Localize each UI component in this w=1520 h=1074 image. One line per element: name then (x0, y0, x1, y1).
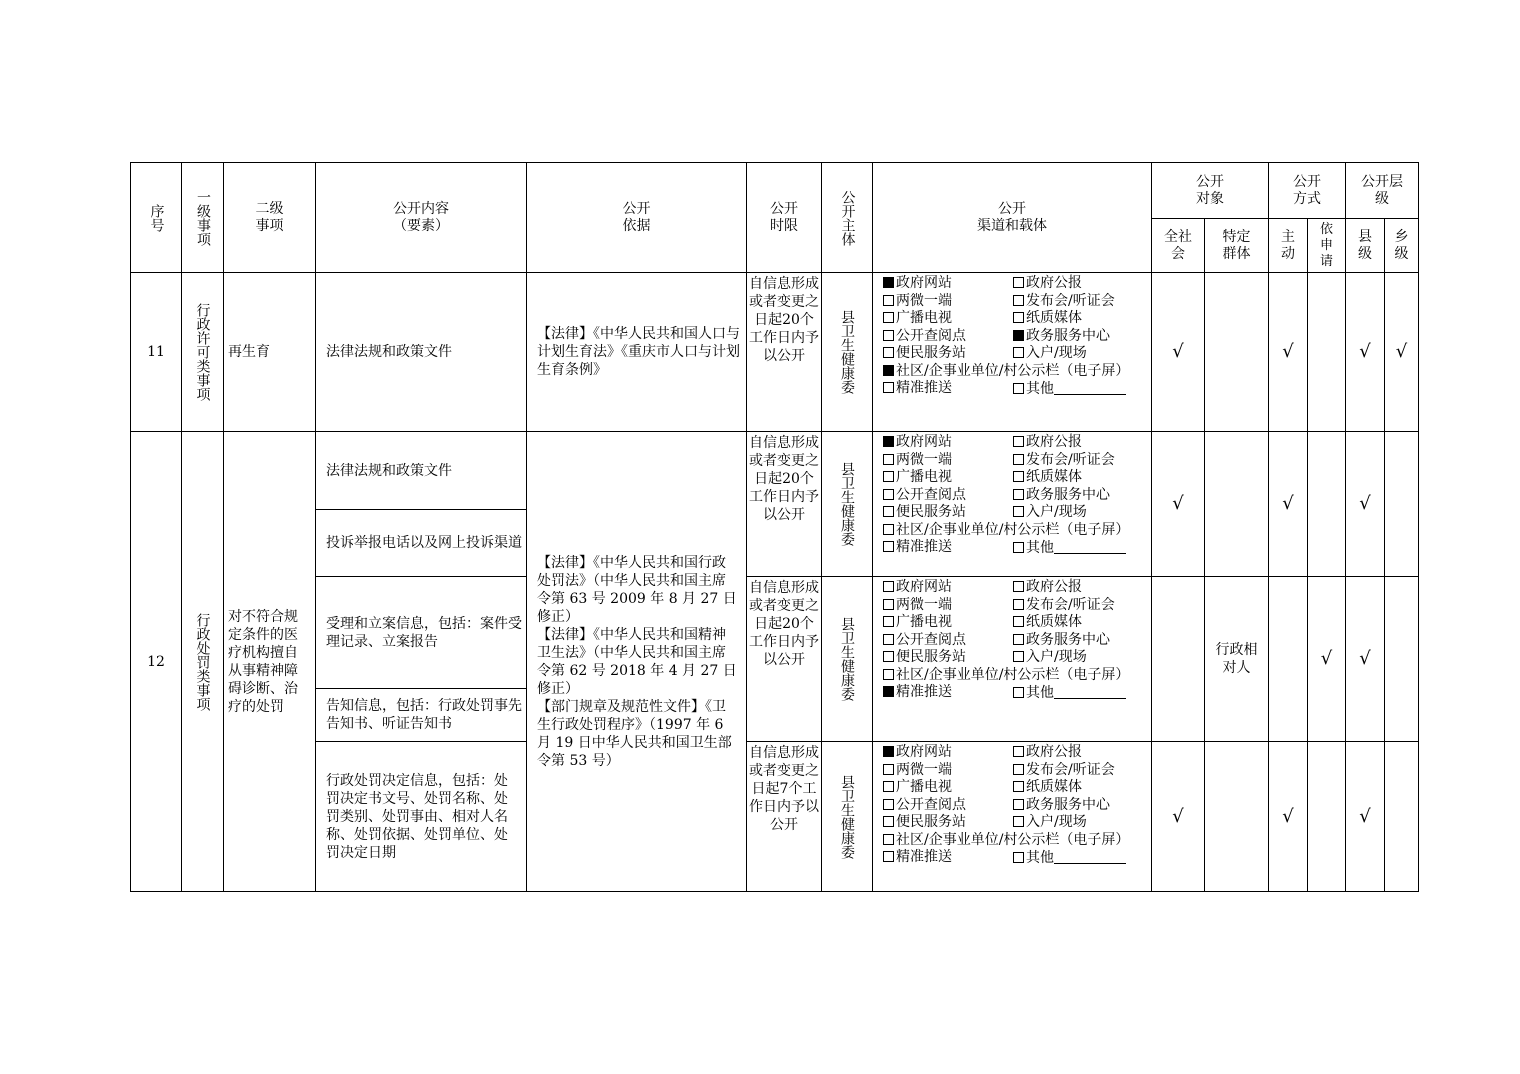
table-row-12a (131, 432, 1419, 510)
row12-content-a: 法律法规和政策文件 (316, 432, 527, 510)
header-content: 公开内容 （要素） (316, 163, 527, 273)
header-method-active: 主 动 (1269, 219, 1308, 273)
header-method-request: 依 申 请 (1308, 219, 1346, 273)
checkbox-icon (1013, 436, 1024, 447)
header-subject: 公开主体 (822, 163, 873, 273)
checkbox-icon (1013, 506, 1024, 517)
header-seq: 序号 (131, 163, 182, 273)
checkbox-checked-icon (883, 277, 894, 288)
row12-level-county-check-1: √ (1346, 432, 1385, 577)
checkbox-icon (883, 312, 894, 323)
row12-target-all-2 (1152, 577, 1205, 742)
checkbox-icon (883, 382, 894, 393)
checkbox-icon (1013, 471, 1024, 482)
row12-content-d: 告知信息，包括：行政处罚事先告知书、听证告知书 (316, 689, 527, 742)
checkbox-icon (883, 781, 894, 792)
header-target-all: 全社 会 (1152, 219, 1205, 273)
checkbox-icon (1013, 634, 1024, 645)
checkbox-icon (883, 295, 894, 306)
checkbox-icon (883, 616, 894, 627)
checkbox-icon (883, 581, 894, 592)
header-level2: 二级 事项 (224, 163, 316, 273)
checkbox-icon (1013, 581, 1024, 592)
row12-target-all-check-3: √ (1152, 742, 1205, 892)
row12-channels-1: 政府网站 政府公报 两微一端 发布会/听证会 广播电视 纸质媒体 公开查阅点 政务服务中心 便民服务站 入户/现场 社区/企事业单位/村公示栏（电子屏） 精准推送 其他 (873, 432, 1152, 577)
disclosure-table-page (130, 162, 1418, 892)
checkbox-icon (1013, 454, 1024, 465)
header-basis: 公开 依据 (527, 163, 747, 273)
row11-method-active-check: √ (1269, 273, 1308, 432)
checkbox-icon (1013, 687, 1024, 698)
row12-specific-group: 行政相对人 (1205, 577, 1269, 742)
row12-channels-2: 政府网站 政府公报 两微一端 发布会/听证会 广播电视 纸质媒体 公开查阅点 政务服务中心 便民服务站 入户/现场 社区/企事业单位/村公示栏（电子屏） 精准推送 其他 (873, 577, 1152, 742)
checkbox-icon (1013, 383, 1024, 394)
header-time-limit: 公开 时限 (747, 163, 822, 273)
row12-seq: 12 (131, 432, 182, 892)
row11-level2: 再生育 (224, 273, 316, 432)
checkbox-icon (883, 454, 894, 465)
checkbox-icon (1013, 599, 1024, 610)
checkbox-icon (1013, 746, 1024, 757)
checkbox-icon (1013, 781, 1024, 792)
row12-time-limit-1: 自信息形成或者变更之日起20个工作日内予以公开 (747, 432, 822, 577)
checkbox-checked-icon (883, 436, 894, 447)
header-target-specific: 特定 群体 (1205, 219, 1269, 273)
checkbox-icon (1013, 489, 1024, 500)
row11-method-request (1308, 273, 1346, 432)
row12-level-town-3 (1385, 742, 1419, 892)
checkbox-icon (1013, 616, 1024, 627)
row11-level-county-check: √ (1346, 273, 1385, 432)
header-channel: 公开 渠道和载体 (873, 163, 1152, 273)
row12-target-specific-1 (1205, 432, 1269, 577)
row12-level-county-check-3: √ (1346, 742, 1385, 892)
checkbox-icon (1013, 312, 1024, 323)
checkbox-icon (883, 764, 894, 775)
row12-method-request-3 (1308, 742, 1346, 892)
row11-basis: 【法律】《中华人民共和国人口与计划生育法》《重庆市人口与计划生育条例》 (527, 273, 747, 432)
row11-time-limit: 自信息形成或者变更之日起20个工作日内予以公开 (747, 273, 822, 432)
checkbox-icon (883, 799, 894, 810)
checkbox-checked-icon (883, 686, 894, 697)
row12-level2: 对不符合规定条件的医疗机构擅自从事精神障碍诊断、治疗的处罚 (224, 432, 316, 892)
checkbox-icon (883, 330, 894, 341)
row12-target-all-check-1: √ (1152, 432, 1205, 577)
row12-time-limit-3: 自信息形成或者变更之日起7个工作日内予以公开 (747, 742, 822, 892)
checkbox-icon (1013, 347, 1024, 358)
disclosure-table (130, 162, 1419, 892)
header-method: 公开 方式 (1269, 163, 1346, 219)
checkbox-icon (883, 489, 894, 500)
row12-subject-2: 县卫生健康委 (822, 577, 873, 742)
row12-method-active-check-1: √ (1269, 432, 1308, 577)
header-level-town: 乡 级 (1385, 219, 1419, 273)
row11-target-all-check: √ (1152, 273, 1205, 432)
row12-level-town-1 (1385, 432, 1419, 577)
row12-channels-3: 政府网站 政府公报 两微一端 发布会/听证会 广播电视 纸质媒体 公开查阅点 政务服务中心 便民服务站 入户/现场 社区/企事业单位/村公示栏（电子屏） 精准推送 其他 (873, 742, 1152, 892)
row11-content: 法律法规和政策文件 (316, 273, 527, 432)
row12-basis: 【法律】《中华人民共和国行政处罚法》（中华人民共和国主席令第 63 号 2009 年 8 月 27 日修正） 【法律】《中华人民共和国精神卫生法》（中华人民共和国主席令第 62 号 2018 年 4 月 27 日修正） 【部门规章及规范性文件】《卫生行政处罚程序》（1997 年 6 月 19 日中华人民共和国卫生部令第 53 号） (527, 432, 747, 892)
checkbox-icon (1013, 651, 1024, 662)
row11-channels: 政府网站 政府公报 两微一端 发布会/听证会 广播电视 纸质媒体 公开查阅点 政务服务中心 便民服务站 入户/现场 社区/企事业单位/村公示栏（电子屏） 精准推送 其他 (873, 273, 1152, 432)
row12-time-limit-2: 自信息形成或者变更之日起20个工作日内予以公开 (747, 577, 822, 742)
checkbox-icon (1013, 764, 1024, 775)
checkbox-icon (883, 651, 894, 662)
row11-level-town-check: √ (1385, 273, 1419, 432)
checkbox-icon (883, 669, 894, 680)
header-target: 公开 对象 (1152, 163, 1269, 219)
checkbox-checked-icon (1013, 330, 1024, 341)
row11-subject: 县卫生健康委 (822, 273, 873, 432)
table-row-12e (131, 742, 1419, 892)
checkbox-icon (883, 541, 894, 552)
checkbox-icon (1013, 816, 1024, 827)
row11-target-specific (1205, 273, 1269, 432)
checkbox-icon (883, 524, 894, 535)
checkbox-icon (1013, 799, 1024, 810)
checkbox-icon (883, 471, 894, 482)
checkbox-icon (883, 506, 894, 517)
row12-method-request-check-2: √ (1308, 577, 1346, 742)
table-row-11 (131, 273, 1419, 432)
header-level: 公开层 级 (1346, 163, 1419, 219)
checkbox-checked-icon (883, 365, 894, 376)
row12-subject-1: 县卫生健康委 (822, 432, 873, 577)
header-level1: 一级事项 (182, 163, 224, 273)
row12-method-active-2 (1269, 577, 1308, 742)
header-level-county: 县 级 (1346, 219, 1385, 273)
row11-seq: 11 (131, 273, 182, 432)
table-row-12c (131, 577, 1419, 689)
checkbox-icon (883, 599, 894, 610)
row12-method-active-check-3: √ (1269, 742, 1308, 892)
row12-method-request-1 (1308, 432, 1346, 577)
row12-target-specific-3 (1205, 742, 1269, 892)
row12-level1: 行政处罚类事项 (182, 432, 224, 892)
row11-level1: 行政许可类事项 (182, 273, 224, 432)
checkbox-icon (883, 634, 894, 645)
row12-subject-3: 县卫生健康委 (822, 742, 873, 892)
checkbox-icon (1013, 852, 1024, 863)
checkbox-icon (1013, 542, 1024, 553)
row12-content-e: 行政处罚决定信息，包括：处罚决定书文号、处罚名称、处罚类别、处罚事由、相对人名称、处罚依据、处罚单位、处罚决定日期 (316, 742, 527, 892)
header-row-1 (131, 163, 1419, 219)
row12-level-county-check-2: √ (1346, 577, 1385, 742)
checkbox-icon (1013, 277, 1024, 288)
checkbox-icon (883, 816, 894, 827)
row12-level-town-2 (1385, 577, 1419, 742)
checkbox-icon (883, 851, 894, 862)
checkbox-icon (1013, 295, 1024, 306)
checkbox-icon (883, 834, 894, 845)
checkbox-checked-icon (883, 746, 894, 757)
checkbox-icon (883, 347, 894, 358)
row12-content-c: 受理和立案信息，包括：案件受理记录、立案报告 (316, 577, 527, 689)
row12-content-b: 投诉举报电话以及网上投诉渠道 (316, 510, 527, 577)
